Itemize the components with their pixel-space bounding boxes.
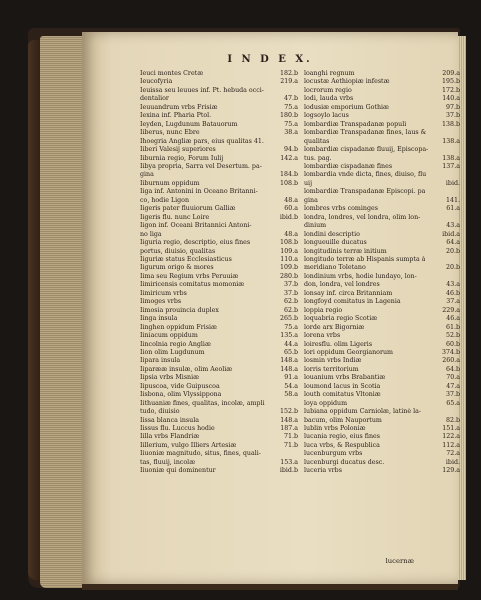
index-entry xyxy=(140,256,298,264)
entry-term: tudo, diuisio xyxy=(140,408,180,416)
entry-term: Iima seu Regium vrbs Peruuiæ xyxy=(140,272,239,280)
index-entry xyxy=(304,290,460,298)
index-entry xyxy=(304,307,460,315)
entry-page-ref: 180.b xyxy=(279,112,298,120)
entry-page-ref: ibid.b xyxy=(279,213,298,221)
entry-page-ref: 48.a xyxy=(284,196,298,204)
entry-term: Iiberus, nunc Ebre xyxy=(140,129,200,137)
index-entry xyxy=(304,442,460,450)
index-entry xyxy=(140,281,298,289)
index-entry xyxy=(304,366,460,374)
entry-page-ref: 71.b xyxy=(283,433,298,441)
entry-term: lorena vrbs xyxy=(304,332,341,340)
entry-term: bacum, olim Nauportum xyxy=(304,416,382,424)
entry-term: Iillerium, vulgo Illiers Artesiæ xyxy=(140,441,237,449)
entry-term: loanghi regnum xyxy=(304,70,355,77)
entry-page-ref: 64.b xyxy=(445,365,460,373)
entry-page-ref: 209.a xyxy=(442,70,460,77)
entry-page-ref: 187.a xyxy=(280,425,298,433)
entry-page-ref: 48.a xyxy=(284,230,298,238)
entry-term: lombardiæ Transpadanæ populi xyxy=(304,120,407,128)
entry-term: louanium vrbs Brabantiæ xyxy=(304,374,386,382)
index-entry xyxy=(304,256,460,264)
index-entry xyxy=(304,222,460,230)
index-entry xyxy=(140,239,298,247)
index-entry xyxy=(140,324,298,332)
entry-term: losmin vrbs Indiæ xyxy=(304,357,362,365)
index-entry xyxy=(304,95,460,103)
index-entry xyxy=(140,383,298,391)
index-entry xyxy=(140,400,298,408)
index-page xyxy=(82,32,458,584)
index-entry xyxy=(304,146,460,154)
entry-term: locustæ Aethiopiæ infestæ xyxy=(304,78,390,86)
entry-term: Iilla vrbs Flandriæ xyxy=(140,433,200,441)
index-entry xyxy=(304,332,460,340)
index-entry xyxy=(304,180,460,188)
entry-term: luca vrbs, & Respublica xyxy=(304,441,380,449)
entry-term: Iithuaniæ fines, qualitas, incolæ, ampli xyxy=(140,399,265,407)
entry-page-ref: 37.b xyxy=(445,391,460,399)
index-entry xyxy=(140,366,298,374)
entry-page-ref: 94.b xyxy=(283,146,298,154)
entry-term: tus. pag. xyxy=(304,154,332,162)
entry-term: lombres vrbs cominges xyxy=(304,205,378,213)
index-entry xyxy=(304,391,460,399)
entry-term: lubiana oppidum Carniolæ, latinè la- xyxy=(304,408,421,416)
entry-term: Iiparææ insulæ, olim Aeoliæ xyxy=(140,365,233,373)
entry-term: lucenburgum vrbs xyxy=(304,450,363,458)
entry-term: Iibya propria, Sarra vel Desertum. pa- xyxy=(140,162,262,170)
index-entry xyxy=(140,138,298,146)
entry-term: Iigurum origo & mores xyxy=(140,264,214,272)
entry-term: loppia regio xyxy=(304,306,343,314)
index-entry xyxy=(140,315,298,323)
entry-page-ref: 62.b xyxy=(283,306,298,314)
index-entry xyxy=(304,408,460,416)
entry-term: Iisbona, olim Vlyssippona xyxy=(140,391,222,399)
entry-page-ref: 110.a xyxy=(280,255,298,263)
index-entry xyxy=(140,417,298,425)
index-entry xyxy=(140,264,298,272)
entry-term: Iiburnum oppidum xyxy=(140,179,200,187)
entry-page-ref: 46.a xyxy=(446,315,460,323)
entry-term: tas, fluuij, incolæ xyxy=(140,458,196,466)
entry-page-ref: 229.a xyxy=(442,306,460,314)
entry-page-ref: 280.b xyxy=(279,272,298,280)
index-entry xyxy=(140,332,298,340)
entry-term: louth comitatus Vltoniæ xyxy=(304,391,381,399)
entry-page-ref: 37.b xyxy=(445,112,460,120)
entry-page-ref: 182.b xyxy=(279,70,298,77)
index-entry xyxy=(304,138,460,146)
index-entry xyxy=(304,78,460,86)
entry-term: meridiano Toletano xyxy=(304,264,366,272)
index-entry xyxy=(304,231,460,239)
index-entry xyxy=(140,467,298,475)
entry-term: Iipsia vrbs Misniæ xyxy=(140,374,200,382)
entry-page-ref: 152.b xyxy=(279,408,298,416)
index-entry xyxy=(304,112,460,120)
index-entry xyxy=(140,197,298,205)
entry-term: Iiberi Valesij superiores xyxy=(140,146,216,154)
entry-term: lodi, lauda vrbs xyxy=(304,95,354,103)
entry-term: Ieyden, Lugdunum Batauorum xyxy=(140,120,238,128)
index-entry xyxy=(140,391,298,399)
entry-term: lori oppidum Georgianorum xyxy=(304,348,393,356)
entry-page-ref: 260.a xyxy=(442,357,460,365)
left-column xyxy=(140,70,298,476)
index-entry xyxy=(140,442,298,450)
entry-page-ref: 44.a xyxy=(284,340,298,348)
index-entry xyxy=(304,349,460,357)
entry-page-ref: 219.a xyxy=(280,78,298,86)
entry-page-ref: 60.b xyxy=(445,340,460,348)
index-entry xyxy=(304,467,460,475)
entry-term: longitudo terræ ab Hispanis sumpta à xyxy=(304,255,426,263)
index-entry xyxy=(140,222,298,230)
entry-term: dinium xyxy=(304,222,327,230)
index-entry xyxy=(140,374,298,382)
entry-term: don, londra, vel londres xyxy=(304,281,380,289)
page-header: I N D E X. xyxy=(227,54,313,65)
index-entry xyxy=(140,290,298,298)
index-entry xyxy=(304,129,460,137)
index-entry xyxy=(304,341,460,349)
entry-term: dentalior xyxy=(140,95,169,103)
index-entry xyxy=(140,298,298,306)
entry-page-ref: 65.b xyxy=(283,348,298,356)
entry-term: qualitas xyxy=(304,137,330,145)
entry-term: Iissa blanca insula xyxy=(140,416,199,424)
entry-page-ref: 108.b xyxy=(279,239,298,247)
entry-page-ref: ibid. xyxy=(445,179,460,187)
index-entry xyxy=(304,281,460,289)
index-entry xyxy=(304,171,460,179)
entry-page-ref: 135.a xyxy=(280,332,298,340)
entry-page-ref: 60.a xyxy=(284,205,298,213)
entry-term: londinium vrbs, hodie lundayo, lon- xyxy=(304,272,417,280)
index-entry xyxy=(140,425,298,433)
index-entry xyxy=(140,214,298,222)
entry-term: loumond lacus in Scotia xyxy=(304,382,381,390)
index-entry xyxy=(140,70,298,78)
entry-term: Ieuissa seu leuues inf. Pt. hebuda occi- xyxy=(140,86,264,94)
entry-term: longitudinis terræ initium xyxy=(304,247,387,255)
entry-page-ref: 137.a xyxy=(442,162,460,170)
index-entry xyxy=(304,70,460,78)
entry-page-ref: 82.b xyxy=(445,416,460,424)
entry-term: longfoyd comitatus in Lagenia xyxy=(304,298,401,306)
entry-page-ref: 46.b xyxy=(445,289,460,297)
entry-term: Iigon inf. Oceani Britannici Antoni- xyxy=(140,222,252,230)
entry-term: Ieuuandrum vrbs Frisiæ xyxy=(140,103,218,111)
entry-page-ref: 64.a xyxy=(446,239,460,247)
entry-term: Iiguriæ status Ecclesiasticus xyxy=(140,255,232,263)
entry-page-ref: 122.a xyxy=(442,433,460,441)
entry-page-ref: 138.b xyxy=(441,120,460,128)
entry-page-ref: 70.a xyxy=(446,374,460,382)
entry-term: Iimiricensis comitatus momoniæ xyxy=(140,281,245,289)
index-entry xyxy=(140,163,298,171)
index-entry xyxy=(304,205,460,213)
entry-term: Iigeris flu. nunc Loire xyxy=(140,213,210,221)
entry-page-ref: 112.a xyxy=(442,441,460,449)
index-entry xyxy=(304,155,460,163)
entry-term: lombardia vnde dicta, fines, diuiso, flu xyxy=(304,171,427,179)
entry-page-ref: 58.a xyxy=(284,391,298,399)
entry-term: Iigeris pater fluuiorum Galliæ xyxy=(140,205,236,213)
index-entry xyxy=(140,248,298,256)
entry-term: Iiguria regio, descriptio, eius fines xyxy=(140,239,251,247)
entry-term: Iimiricum vrbs xyxy=(140,289,187,297)
entry-term: Iipuscoa, vide Guipuscoa xyxy=(140,382,220,390)
index-entry xyxy=(304,383,460,391)
index-entry xyxy=(304,214,460,222)
index-entry xyxy=(140,171,298,179)
index-entry xyxy=(304,121,460,129)
entry-page-ref: 43.a xyxy=(446,281,460,289)
index-entry xyxy=(304,264,460,272)
entry-page-ref: 71.b xyxy=(283,441,298,449)
entry-page-ref: 75.a xyxy=(284,120,298,128)
index-entry xyxy=(304,315,460,323)
entry-term: Iinghen oppidum Frisiæ xyxy=(140,323,217,331)
entry-term: uij xyxy=(304,179,313,187)
index-entry xyxy=(304,239,460,247)
entry-term: portus, diuisio, qualitas xyxy=(140,247,216,255)
index-entry xyxy=(140,433,298,441)
entry-page-ref: 62.b xyxy=(283,298,298,306)
entry-term: Iimosia prouincia duplex xyxy=(140,306,219,314)
entry-term: Iinga insula xyxy=(140,315,178,323)
entry-page-ref: 75.a xyxy=(284,103,298,111)
entry-page-ref: 37.a xyxy=(446,298,460,306)
entry-page-ref: 61.a xyxy=(446,205,460,213)
entry-term: Iincolnia regio Angliæ xyxy=(140,340,211,348)
index-entry xyxy=(304,273,460,281)
entry-page-ref: 148.a xyxy=(280,357,298,365)
index-entry xyxy=(304,400,460,408)
entry-page-ref: 142.a xyxy=(280,154,298,162)
entry-term: gina xyxy=(304,196,318,204)
entry-page-ref: 72.a xyxy=(446,450,460,458)
entry-page-ref: 47.a xyxy=(446,382,460,390)
index-entry xyxy=(140,357,298,365)
index-entry xyxy=(304,104,460,112)
index-entry xyxy=(140,231,298,239)
entry-page-ref: 75.a xyxy=(284,323,298,331)
entry-page-ref: 148.a xyxy=(280,365,298,373)
entry-page-ref: 141. xyxy=(445,196,460,204)
entry-term: Iissus flu. Luccus hodie xyxy=(140,425,215,433)
entry-page-ref: 43.a xyxy=(446,222,460,230)
entry-term: locrorum regio xyxy=(304,86,352,94)
index-entry xyxy=(304,188,460,196)
index-entry xyxy=(140,104,298,112)
index-entry xyxy=(140,408,298,416)
index-entry xyxy=(304,197,460,205)
index-entry xyxy=(140,450,298,458)
entry-term: Iexina inf. Pharia Ptol. xyxy=(140,112,212,120)
index-entry xyxy=(140,155,298,163)
entry-term: no liga xyxy=(140,230,162,238)
index-entry xyxy=(304,324,460,332)
index-entry xyxy=(304,298,460,306)
index-entry xyxy=(140,121,298,129)
entry-term: lucenburgi ducatus desc. xyxy=(304,458,385,466)
entry-term: lombardiæ cispadanæ fluuij, Episcopa- xyxy=(304,146,429,154)
entry-page-ref: 54.a xyxy=(284,382,298,390)
index-entry xyxy=(140,87,298,95)
index-entry xyxy=(140,78,298,86)
entry-page-ref: 140.a xyxy=(442,95,460,103)
entry-page-ref: 52.b xyxy=(445,332,460,340)
entry-page-ref: 153.a xyxy=(280,458,298,466)
entry-term: Iiuoniæ magnitudo, situs, fines, quali- xyxy=(140,450,261,458)
entry-term: Ihoegria Angliæ pars, eius qualitas 41. xyxy=(140,137,264,145)
entry-term: londra, londres, vel londra, olim lon- xyxy=(304,213,421,221)
entry-term: lonsay inf. circa Britanniam xyxy=(304,289,393,297)
entry-page-ref: 97.b xyxy=(445,103,460,111)
index-entry xyxy=(140,349,298,357)
entry-term: lombardiæ Transpadanæ Episcopi. pa xyxy=(304,188,426,196)
entry-term: Iimoges vrbs xyxy=(140,298,182,306)
entry-term: Iiga inf. Antonini in Oceano Britanni- xyxy=(140,188,258,196)
entry-page-ref: 38.a xyxy=(284,129,298,137)
entry-page-ref: 151.a xyxy=(442,425,460,433)
entry-page-ref: 138.a xyxy=(442,154,460,162)
index-entry xyxy=(304,425,460,433)
entry-term: Ieuci montes Cretæ xyxy=(140,70,204,77)
entry-term: luceria vrbs xyxy=(304,467,342,475)
entry-term: Iiuoniæ qui dominentur xyxy=(140,467,216,475)
entry-page-ref: 195.b xyxy=(441,78,460,86)
entry-term: lombardiæ Transpadanæ fines, laus & xyxy=(304,129,427,137)
entry-page-ref: 37.b xyxy=(283,289,298,297)
entry-term: logsoylo lacus xyxy=(304,112,349,120)
entry-page-ref: 47.b xyxy=(283,95,298,103)
page-stack-edge xyxy=(40,36,84,588)
index-entry xyxy=(304,433,460,441)
index-entry xyxy=(140,129,298,137)
index-entry xyxy=(140,188,298,196)
index-entry xyxy=(304,87,460,95)
entry-term: Iiniacum oppidum xyxy=(140,332,198,340)
index-entry xyxy=(304,417,460,425)
entry-term: co, hodie Ligon xyxy=(140,196,190,204)
entry-page-ref: 148.a xyxy=(280,416,298,424)
entry-term: lodusiæ emporium Gothiæ xyxy=(304,103,389,111)
index-entry xyxy=(140,112,298,120)
index-entry xyxy=(140,205,298,213)
entry-page-ref: ibid.a xyxy=(442,230,460,238)
index-entry xyxy=(304,374,460,382)
index-entry xyxy=(140,341,298,349)
index-entry xyxy=(304,459,460,467)
entry-page-ref: 129.a xyxy=(442,467,460,475)
page-bottom-edge xyxy=(82,584,458,590)
entry-page-ref: 109.b xyxy=(279,264,298,272)
entry-term: lombardiæ cispadanæ fines xyxy=(304,162,393,170)
catchword: lucernæ xyxy=(385,557,414,565)
entry-term: lucania regio, eius fines xyxy=(304,433,380,441)
entry-term: Iiburnia regio, Forum Iulij xyxy=(140,154,224,162)
entry-page-ref: 265.b xyxy=(279,315,298,323)
entry-page-ref: 91.a xyxy=(284,374,298,382)
entry-term: gina xyxy=(140,171,154,179)
entry-page-ref: 61.b xyxy=(445,323,460,331)
entry-page-ref: 184.b xyxy=(279,171,298,179)
entry-page-ref: 65.a xyxy=(446,399,460,407)
entry-term: Iipara insula xyxy=(140,357,181,365)
index-entry xyxy=(140,307,298,315)
index-entry xyxy=(140,459,298,467)
index-entry xyxy=(140,180,298,188)
entry-term: loiresflu. olim Ligeris xyxy=(304,340,373,348)
entry-term: loya oppidum xyxy=(304,399,348,407)
entry-page-ref: 374.b xyxy=(441,348,460,356)
entry-term: loquabria regio Scotiæ xyxy=(304,315,378,323)
entry-page-ref: ibid. xyxy=(445,458,460,466)
entry-term: londini descriptio xyxy=(304,230,360,238)
entry-page-ref: 109.a xyxy=(280,247,298,255)
entry-page-ref: 20.b xyxy=(445,247,460,255)
index-entry xyxy=(140,95,298,103)
index-entry xyxy=(304,163,460,171)
entry-page-ref: 138.a xyxy=(442,137,460,145)
right-column xyxy=(304,70,460,476)
entry-term: Iion olim Lugdunum xyxy=(140,348,205,356)
index-entry xyxy=(140,273,298,281)
entry-term: Ieucofyria xyxy=(140,78,173,86)
entry-page-ref: 20.b xyxy=(445,264,460,272)
entry-term: lublin vrbs Poloniæ xyxy=(304,425,366,433)
index-entry xyxy=(304,450,460,458)
index-entry xyxy=(304,357,460,365)
index-entry xyxy=(140,146,298,154)
entry-term: lorris territorium xyxy=(304,365,359,373)
index-entry xyxy=(304,248,460,256)
entry-term: lorde arx Bigorniæ xyxy=(304,323,365,331)
entry-page-ref: ibid.b xyxy=(279,467,298,475)
entry-page-ref: 108.b xyxy=(279,179,298,187)
entry-page-ref: 37.b xyxy=(283,281,298,289)
entry-term: longueuille ducatus xyxy=(304,239,367,247)
entry-page-ref: 172.b xyxy=(441,86,460,94)
